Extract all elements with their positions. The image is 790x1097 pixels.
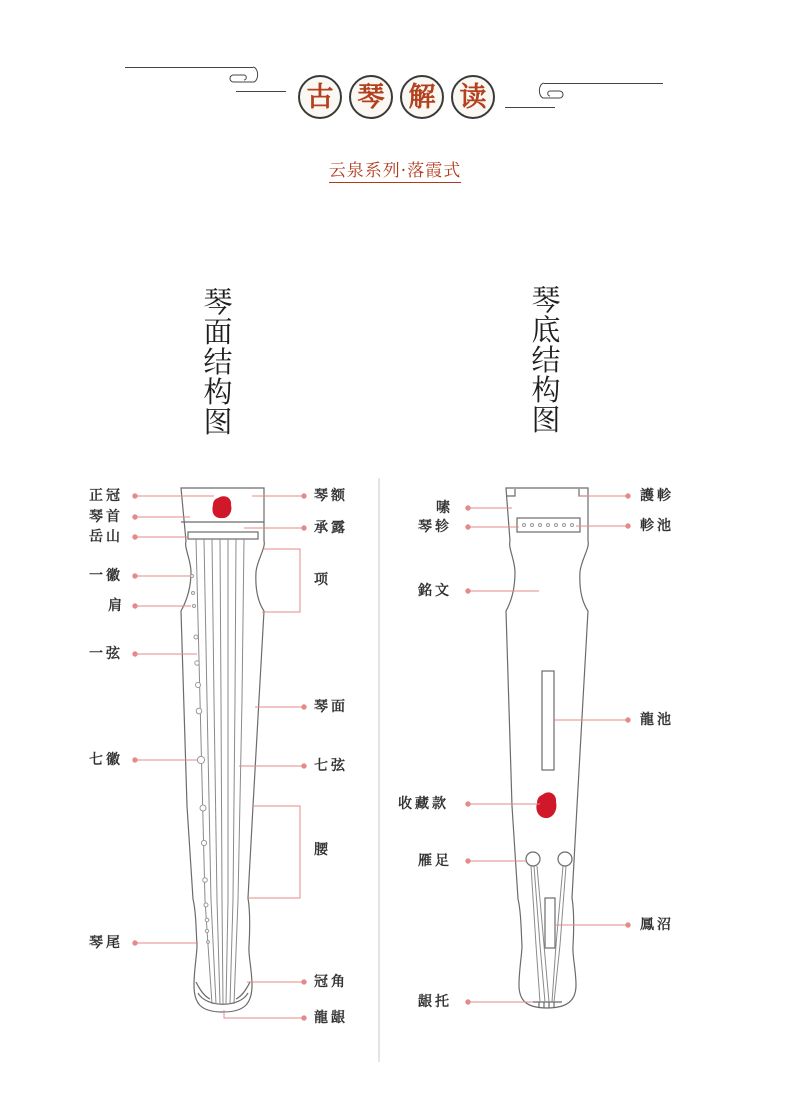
guanjiao-left <box>196 982 210 999</box>
hui-marker <box>205 918 209 922</box>
label-qihui: 七徽 <box>89 752 123 768</box>
hui-marker <box>201 840 206 845</box>
label-jian: 肩 <box>108 598 125 614</box>
label-longyin: 龍龈 <box>314 1010 348 1026</box>
back-red-seal <box>536 792 556 818</box>
label-qinwei: 琴尾 <box>89 935 123 951</box>
label-qinzhen: 琴轸 <box>418 519 452 535</box>
label-yihui: 一徽 <box>89 568 123 584</box>
string-3 <box>212 539 220 1004</box>
hui-markers <box>191 575 210 944</box>
label-yao: 腰 <box>314 842 331 858</box>
hui-marker <box>197 756 204 763</box>
hui-marker <box>191 575 194 578</box>
label-xiang: 项 <box>314 572 331 588</box>
hui-marker <box>194 635 198 639</box>
back-strings <box>531 866 566 1002</box>
tuning-pegs <box>523 524 574 527</box>
string-6 <box>230 539 236 1004</box>
label-su: 嗉 <box>436 500 453 516</box>
huzhen-corner-left <box>507 489 515 496</box>
yanzu-left <box>526 852 540 866</box>
label-huzhen: 護軫 <box>640 488 674 504</box>
back-outline <box>506 488 588 1008</box>
string-5 <box>226 539 228 1004</box>
label-fengzhao: 鳳沼 <box>640 917 674 933</box>
label-yixian: 一弦 <box>89 646 123 662</box>
label-mingwen: 銘文 <box>418 583 452 599</box>
string-4 <box>220 539 223 1004</box>
label-shoucangkuan: 收藏款 <box>398 796 449 812</box>
guanjiao-right <box>236 982 250 999</box>
front-strings <box>196 539 244 1004</box>
back-left-leaders <box>466 506 540 1004</box>
label-chenglu: 承露 <box>314 520 348 536</box>
label-qinshou: 琴首 <box>89 509 123 525</box>
yinti-lines <box>539 1002 554 1008</box>
title-char: 解 <box>408 81 436 113</box>
hui-marker <box>196 683 201 688</box>
title-char: 琴 <box>357 81 385 113</box>
label-qine: 琴额 <box>314 488 348 504</box>
label-zhenchi: 軫池 <box>640 518 674 534</box>
label-longchi: 龍池 <box>640 712 674 728</box>
huzhen-corner-right <box>579 489 587 496</box>
fengzhao-opening <box>545 898 555 948</box>
hui-marker <box>203 878 208 883</box>
series-subtitle: 云泉系列·落霞式 <box>328 161 462 181</box>
label-yueshan: 岳山 <box>89 529 123 545</box>
back-diagram-title: 琴 底 结 构 图 <box>531 283 561 437</box>
title-char: 读 <box>459 81 487 113</box>
label-qinmian: 琴面 <box>314 699 348 715</box>
front-left-leaders <box>133 494 214 945</box>
string-2 <box>204 539 216 1004</box>
front-red-seal <box>212 496 231 518</box>
longchi-opening <box>542 671 554 770</box>
back-qin-body <box>506 488 588 1008</box>
label-yanzu: 雁足 <box>418 853 452 869</box>
label-zhengguan: 正冠 <box>89 488 123 504</box>
yanzu-right <box>558 852 572 866</box>
yueshan-bridge <box>188 532 258 539</box>
hui-marker <box>195 661 199 665</box>
label-yintuo: 龈托 <box>418 994 452 1010</box>
hui-marker <box>204 903 208 907</box>
hui-marker <box>193 605 196 608</box>
hui-marker <box>196 708 202 714</box>
front-diagram-title: 琴 面 结 构 图 <box>203 285 233 439</box>
hui-marker <box>200 805 206 811</box>
hui-marker <box>192 592 195 595</box>
hui-marker <box>205 929 208 932</box>
label-guanjiao: 冠角 <box>314 974 348 990</box>
title-char: 古 <box>306 81 334 113</box>
hui-marker <box>207 941 210 944</box>
label-qixian: 七弦 <box>314 758 348 774</box>
string-1 <box>196 539 212 1004</box>
